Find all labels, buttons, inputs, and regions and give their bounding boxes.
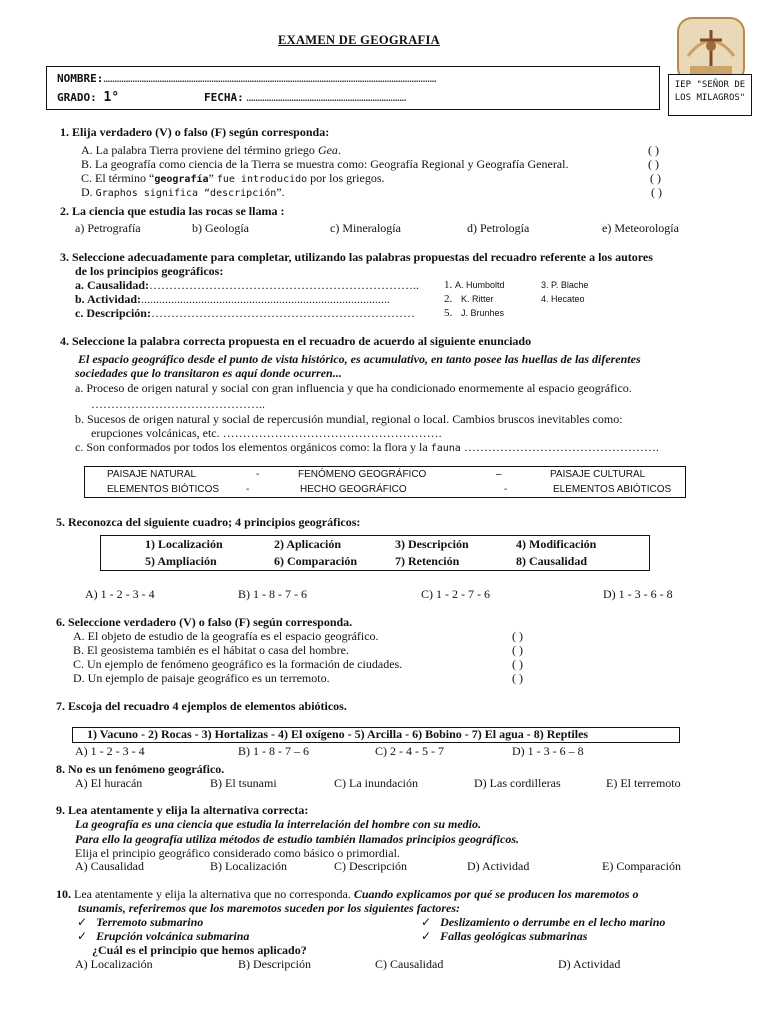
q10-factor-1: ✓ Terremoto submarino <box>77 915 204 929</box>
fecha-row <box>204 92 406 105</box>
q6-item-a: A. El objeto de estudio de la geografía es el espacio geográfico. <box>73 629 379 643</box>
q5-option-d[interactable]: D) 1 - 3 - 6 - 8 <box>603 587 673 601</box>
q9-option-c[interactable]: C) Descripción <box>334 859 407 873</box>
q1-answer-d[interactable]: ( ) <box>651 185 662 199</box>
q1-item-b: B. La geografía como ciencia de la Tierra se muestra como: Geografía Regional y Geografía General. <box>81 157 569 171</box>
grado-value: 1° <box>103 90 120 105</box>
q4-statement-line2: sociedades que lo transitaron es aquí donde ocurren... <box>75 366 342 380</box>
q3-author-2: 2. K. Ritter <box>444 293 494 305</box>
q10-option-c[interactable]: C) Causalidad <box>375 957 444 971</box>
check-icon: ✓ <box>421 929 432 943</box>
q6-item-b: B. El geosistema también es el hábitat o casa del hombre. <box>73 643 349 657</box>
q1-answer-b[interactable]: ( ) <box>648 157 659 171</box>
exam-title: EXAMEN DE GEOGRAFIA <box>278 33 440 47</box>
q3-answer-a[interactable]: ………………………………………………………….. <box>149 278 420 292</box>
q7-option-c[interactable]: C) 2 - 4 - 5 - 7 <box>375 744 444 758</box>
nombre-label: NOMBRE: <box>57 72 104 85</box>
q10-lead: 10. Lea atentamente y elija la alternativa que no corresponda. Cuando explicamos por qué se producen los maremotos o <box>56 887 639 901</box>
q8-option-a[interactable]: A) El huracán <box>75 776 143 790</box>
q4-word-fenomeno-geografico[interactable]: FENÓMENO GEOGRÁFICO <box>298 469 427 480</box>
q6-answer-c[interactable]: ( ) <box>512 657 523 671</box>
q2-option-d[interactable]: d) Petrología <box>467 221 530 235</box>
q1-title: 1. Elija verdadero (V) o falso (F) según corresponda: <box>60 125 330 139</box>
q4-statement-line1: El espacio geográfico desde el punto de vista histórico, es acumulativo, en tanto posee las huellas de las diferentes <box>78 352 641 366</box>
q9-option-b[interactable]: B) Localización <box>210 859 287 873</box>
q4-word-paisaje-cultural[interactable]: PAISAJE CULTURAL <box>550 469 646 480</box>
nombre-row <box>57 73 436 86</box>
q10-option-d[interactable]: D) Actividad <box>558 957 621 971</box>
q4-item-c: c. Son conformados por todos los elementos orgánicos como: la flora y la fauna …………………………………………. <box>75 440 659 454</box>
q7-option-b[interactable]: B) 1 - 8 - 7 – 6 <box>238 744 309 758</box>
q5-option-c[interactable]: C) 1 - 2 - 7 - 6 <box>421 587 490 601</box>
fecha-field[interactable]: ....................................................................... <box>246 93 407 103</box>
q5-principle-4: 4) Modificación <box>516 537 597 551</box>
q5-title: 5. Reconozca del siguiente cuadro; 4 principios geográficos: <box>56 515 361 529</box>
q1-item-a: A. La palabra Tierra proviene del término griego Gea. <box>81 143 341 157</box>
q6-answer-d[interactable]: ( ) <box>512 671 523 685</box>
q3-author-3: 3. P. Blache <box>541 280 589 290</box>
q3-title-line2: de los principios geográficos: <box>75 264 224 278</box>
q6-answer-a[interactable]: ( ) <box>512 629 523 643</box>
q6-title: 6. Seleccione verdadero (V) o falso (F) según corresponda. <box>56 615 353 629</box>
fecha-label: FECHA: <box>204 91 244 104</box>
q9-text-line2: Para ello la geografía utiliza métodos de estudio también llamados principios geográficos. <box>75 832 519 846</box>
q10-factor-4: ✓ Fallas geológicas submarinas <box>421 929 588 943</box>
q3-author-1: 1. A. Humboltd <box>444 279 505 291</box>
nombre-field[interactable]: .................................................................................................................................................... <box>103 74 437 84</box>
q8-option-e[interactable]: E) El terremoto <box>606 776 681 790</box>
q5-principle-6: 6) Comparación <box>274 554 357 568</box>
q4-word-elementos-bioticos[interactable]: ELEMENTOS BIÓTICOS <box>107 484 220 495</box>
q2-title: 2. La ciencia que estudia las rocas se llama : <box>60 204 285 218</box>
q4-item-a: a. Proceso de origen natural y social con gran influencia y que ha condicionado enormemente al espacio geográfico. <box>75 381 632 395</box>
q1-item-c: C. El término “geografía” fue introducido por los griegos. <box>81 171 385 185</box>
q2-option-a[interactable]: a) Petrografía <box>75 221 141 235</box>
q9-text-line3: Elija el principio geográfico considerado como básico o primordial. <box>75 846 400 860</box>
q10-option-a[interactable]: A) Localización <box>75 957 153 971</box>
q7-option-d[interactable]: D) 1 - 3 - 6 – 8 <box>512 744 584 758</box>
q2-option-e[interactable]: e) Meteorología <box>602 221 679 235</box>
q1-answer-a[interactable]: ( ) <box>648 143 659 157</box>
grado-label: GRADO: <box>57 91 97 104</box>
q5-principle-2: 2) Aplicación <box>274 537 342 551</box>
q3-row-b: b. Actividad:................................................................................... <box>75 292 391 306</box>
check-icon: ✓ <box>421 915 432 929</box>
check-icon: ✓ <box>77 929 88 943</box>
q5-principle-8: 8) Causalidad <box>516 554 588 568</box>
q9-text-line1: La geografía es una ciencia que estudia la interrelación del hombre con su medio. <box>75 817 481 831</box>
q4-answer-c[interactable]: …………………………………………. <box>460 440 659 454</box>
q7-elements-list: 1) Vacuno - 2) Rocas - 3) Hortalizas - 4) El oxígeno - 5) Arcilla - 6) Bobino - 7) El agua - 8) Reptiles <box>87 727 589 741</box>
q10-option-b[interactable]: B) Descripción <box>238 957 311 971</box>
q6-item-d: D. Un ejemplo de paisaje geográfico es un terremoto. <box>73 671 330 685</box>
q9-option-a[interactable]: A) Causalidad <box>75 859 144 873</box>
q9-title: 9. Lea atentamente y elija la alternativa correcta: <box>56 803 309 817</box>
q3-answer-b[interactable]: ................................................................................... <box>141 292 391 306</box>
q10-factor-2: ✓ Deslizamiento o derrumbe en el lecho marino <box>421 915 666 929</box>
q5-principle-5: 5) Ampliación <box>145 554 217 568</box>
q10-lead-line2: tsunamis, referiremos que los maremotos suceden por los siguientes factores: <box>78 901 461 915</box>
q5-option-a[interactable]: A) 1 - 2 - 3 - 4 <box>85 587 155 601</box>
school-name-box <box>668 74 752 116</box>
q4-word-paisaje-natural[interactable]: PAISAJE NATURAL <box>107 469 197 480</box>
q7-title: 7. Escoja del recuadro 4 ejemplos de elementos abióticos. <box>56 699 347 713</box>
q3-author-4: 4. Hecateo <box>541 294 585 304</box>
q10-factor-3: ✓ Erupción volcánica submarina <box>77 929 250 943</box>
q4-item-b-cont[interactable]: erupciones volcánicas, etc. ………………………………………………. <box>91 426 442 440</box>
q3-title-line1: 3. Seleccione adecuadamente para completar, utilizando las palabras propuestas del recuadro referente a los autores <box>60 250 653 264</box>
q5-principle-3: 3) Descripción <box>395 537 469 551</box>
q7-option-a[interactable]: A) 1 - 2 - 3 - 4 <box>75 744 145 758</box>
school-name-line2: LOS MILAGROS" <box>674 93 746 104</box>
grado-row <box>57 91 119 106</box>
q1-answer-c[interactable]: ( ) <box>650 171 661 185</box>
q4-item-b: b. Sucesos de origen natural y social de repercusión mundial, regional o local. Cambios bruscos inevitables como: <box>75 412 623 426</box>
q4-word-hecho-geografico[interactable]: HECHO GEOGRÁFICO <box>300 484 407 495</box>
q9-option-e[interactable]: E) Comparación <box>602 859 681 873</box>
q3-answer-c[interactable]: ………………………………………………………… <box>150 306 415 320</box>
q3-row-a: a. Causalidad:………………………………………………………….. <box>75 278 420 292</box>
q3-row-c: c. Descripción:………………………………………………………… <box>75 306 415 320</box>
q5-option-b[interactable]: B) 1 - 8 - 7 - 6 <box>238 587 307 601</box>
q9-option-d[interactable]: D) Actividad <box>467 859 530 873</box>
q6-answer-b[interactable]: ( ) <box>512 643 523 657</box>
q6-item-c: C. Un ejemplo de fenómeno geográfico es la formación de ciudades. <box>73 657 403 671</box>
q4-title: 4. Seleccione la palabra correcta propuesta en el recuadro de acuerdo al siguiente enunciado <box>60 334 532 348</box>
q8-option-b[interactable]: B) El tsunami <box>210 776 277 790</box>
q8-option-d[interactable]: D) Las cordilleras <box>474 776 561 790</box>
check-icon: ✓ <box>77 915 88 929</box>
q8-option-c[interactable]: C) La inundación <box>334 776 418 790</box>
q10-question: ¿Cuál es el principio que hemos aplicado? <box>92 943 307 957</box>
q1-item-d: D. Graphos significa “descripción”. <box>81 185 285 199</box>
school-name-line1: IEP "SEÑOR DE <box>674 80 746 90</box>
q5-principle-1: 1) Localización <box>145 537 223 551</box>
q3-author-5: 5. J. Brunhes <box>444 307 505 319</box>
q4-word-elementos-abioticos[interactable]: ELEMENTOS ABIÓTICOS <box>553 484 672 495</box>
q2-option-c[interactable]: c) Mineralogía <box>330 221 401 235</box>
q4-answer-a[interactable]: …………………………………….. <box>91 397 265 411</box>
q8-title: 8. No es un fenómeno geográfico. <box>56 762 225 776</box>
q2-option-b[interactable]: b) Geología <box>192 221 249 235</box>
q5-principle-7: 7) Retención <box>395 554 460 568</box>
